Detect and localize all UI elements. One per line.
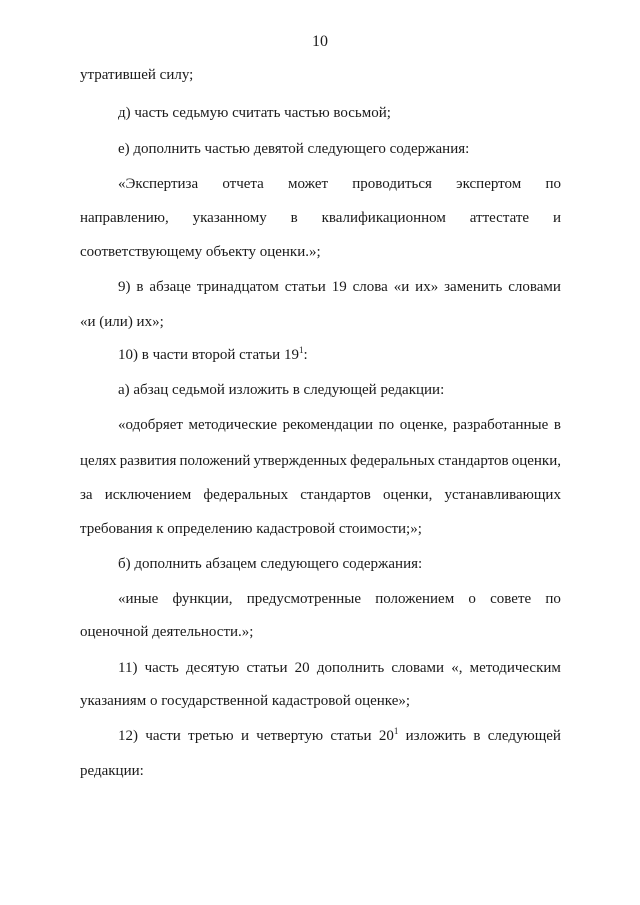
word: четвертую (256, 728, 324, 744)
word: квалификационном (321, 210, 446, 226)
word: статьи (284, 279, 326, 295)
text-line-18 (118, 659, 561, 677)
word: функции, (172, 591, 233, 607)
word: десятую (186, 660, 240, 676)
line-text: 10) в части второй статьи 19 (118, 347, 299, 363)
word: «, (451, 660, 463, 676)
text-line-15: б) дополнить абзацем следующего содержания: (118, 556, 423, 572)
word: «одобряет (118, 417, 183, 433)
word: заменить (444, 279, 503, 295)
word-with-superscript (379, 727, 399, 745)
text-line-17: оценочной деятельности.»; (80, 624, 254, 640)
word: оценки, (383, 487, 433, 503)
word: стандартов (300, 487, 371, 503)
text-line-1: утратившей силу; (80, 67, 194, 83)
word: тринадцатом (196, 279, 279, 295)
text-line-2: д) часть седьмую считать частью восьмой; (118, 105, 391, 121)
word: оценке, (399, 417, 448, 433)
text-line-16 (118, 590, 561, 608)
text-line-12 (80, 452, 561, 470)
text-line-7 (118, 278, 561, 296)
word: «Экспертиза (118, 176, 199, 192)
text-line-19: указаниям о государственной кадастровой оценке»; (80, 693, 411, 709)
word: 9) (118, 279, 131, 295)
word: словами (391, 660, 445, 676)
line-text: : (303, 347, 308, 363)
word: 20 (294, 660, 310, 676)
word: 20 (378, 728, 394, 744)
word: устанавливающих (444, 487, 561, 503)
text-line-3: е) дополнить частью девятой следующего содержания: (118, 141, 470, 157)
word: и (552, 210, 561, 226)
word: «иные (118, 591, 159, 607)
word: 12) (118, 728, 138, 744)
word: направлению, (80, 210, 169, 226)
word: третью (188, 728, 234, 744)
text-line-9 (118, 346, 561, 364)
word: по (545, 591, 561, 607)
word: по (378, 417, 395, 433)
word: словами (508, 279, 561, 295)
word: 19 (331, 279, 347, 295)
word: статьи (330, 728, 372, 744)
word: их» (415, 279, 439, 295)
word: федеральных (350, 453, 435, 469)
word: аттестате (469, 210, 530, 226)
word: положением (375, 591, 455, 607)
word: положений (179, 453, 251, 469)
text-line-5 (80, 209, 561, 227)
text-line-14: требования к определению кадастровой стоимости;»; (80, 521, 422, 537)
word: «и (393, 279, 410, 295)
word: в (290, 210, 298, 226)
word: стандартов (437, 453, 509, 469)
word: рекомендации (282, 417, 374, 433)
word: в (553, 417, 561, 433)
word: оценки, (511, 453, 561, 469)
text-line-20 (118, 727, 561, 745)
word: о (468, 591, 476, 607)
text-line-6: соответствующему объекту оценки.»; (80, 244, 321, 260)
word: развития (119, 453, 177, 469)
word: части (145, 728, 181, 744)
word: в (136, 279, 144, 295)
word: отчета (222, 176, 264, 192)
word: разработанные (452, 417, 549, 433)
word: 11) (118, 660, 138, 676)
word: предусмотренные (246, 591, 361, 607)
word: по (545, 176, 561, 192)
superscript: 1 (298, 345, 304, 355)
word: статьи (246, 660, 288, 676)
word: следующей (487, 728, 561, 744)
text-line-10: а) абзац седьмой изложить в следующей редакции: (118, 382, 445, 398)
word: в (473, 728, 481, 744)
page-number: 10 (312, 33, 328, 50)
word: может (288, 176, 329, 192)
word: методические (188, 417, 277, 433)
text-line-21: редакции: (80, 763, 144, 779)
word: федеральных (203, 487, 289, 503)
text-line-4 (118, 175, 561, 193)
text-line-8: «и (или) их»; (80, 314, 164, 330)
text-line-13 (80, 486, 561, 504)
word: дополнить (316, 660, 385, 676)
word: слова (352, 279, 388, 295)
word: проводиться (352, 176, 432, 192)
word: за (80, 487, 93, 503)
word: совете (490, 591, 532, 607)
word: указанному (192, 210, 267, 226)
superscript: 1 (393, 726, 399, 736)
word: экспертом (456, 176, 522, 192)
word: целях (80, 453, 117, 469)
word: исключением (104, 487, 192, 503)
word: абзаце (149, 279, 191, 295)
word: методическим (469, 660, 561, 676)
word: часть (144, 660, 179, 676)
word: изложить (405, 728, 467, 744)
word: утвержденных (253, 453, 347, 469)
text-line-11 (118, 416, 561, 434)
word: и (240, 728, 249, 744)
